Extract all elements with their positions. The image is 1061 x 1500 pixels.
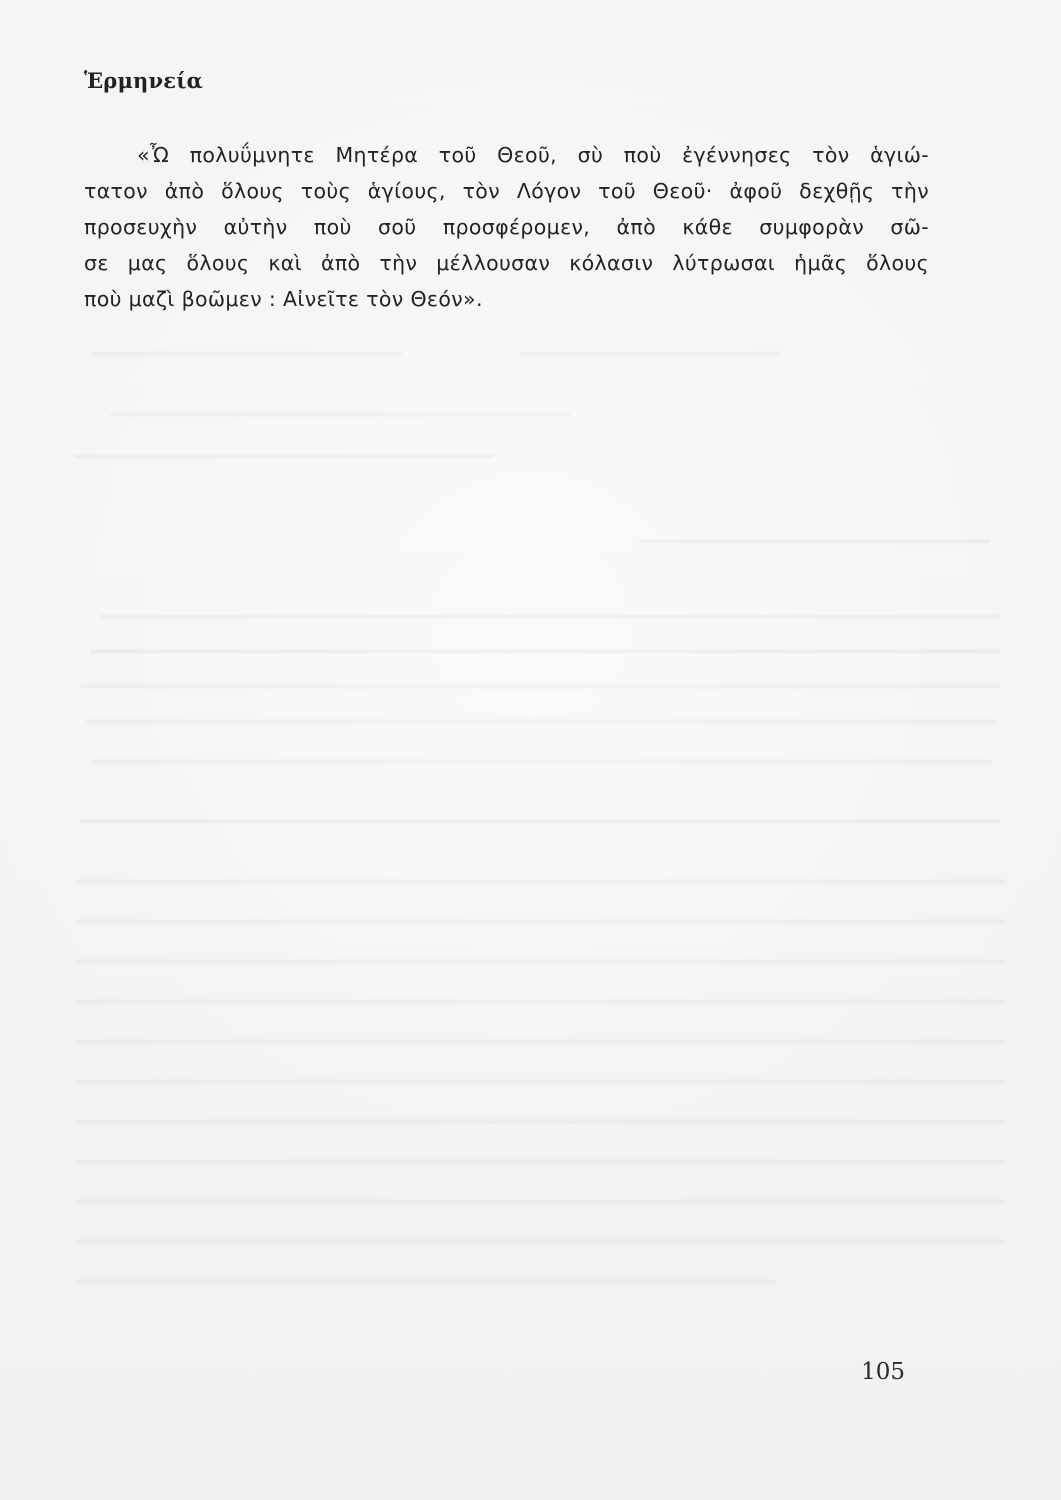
paragraph-line: ποὺ μαζὶ βοῶμεν : Αἰνεῖτε τὸν Θεόν». — [84, 287, 483, 311]
page-number: 105 — [861, 1359, 905, 1385]
paragraph-line: σε μας ὅλους καὶ ἀπὸ τὴν μέλλουσαν κόλασιν λύτρωσαι ἡμᾶς ὅλους — [84, 251, 929, 275]
section-heading: Ἑρμηνεία — [84, 68, 203, 93]
paragraph-line: τατον ἀπὸ ὅλους τοὺς ἁγίους, τὸν Λόγον τοῦ Θεοῦ· ἀφοῦ δεχθῇς τὴν — [84, 179, 929, 203]
paragraph-line: «Ὦ πολυΰμνητε Μητέρα τοῦ Θεοῦ, σὺ ποὺ ἐγέννησες τὸν ἁγιώ- — [137, 143, 929, 167]
paragraph-line: προσευχὴν αὐτὴν ποὺ σοῦ προσφέρομεν, ἀπὸ κάθε συμφορὰν σῶ- — [84, 215, 929, 239]
interpretation-paragraph — [84, 137, 929, 317]
